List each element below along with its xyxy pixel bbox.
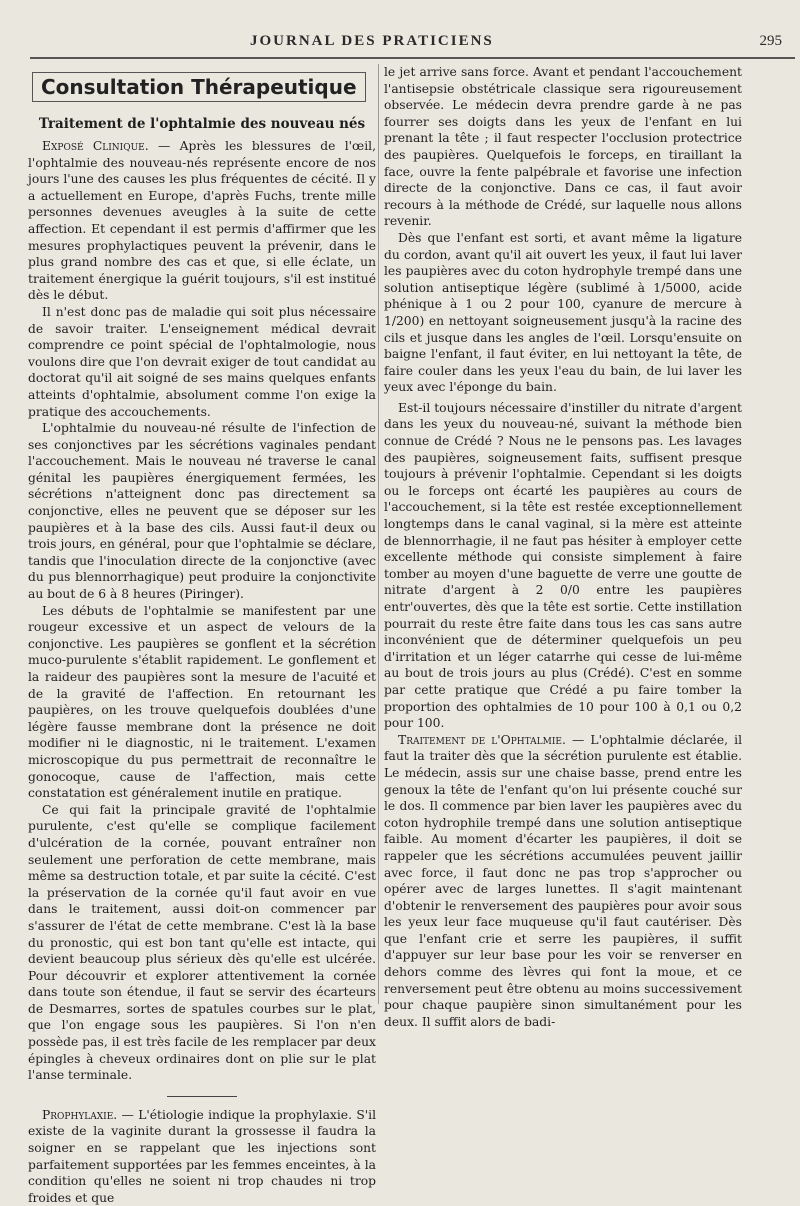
paragraph: Les débuts de l'ophtalmie se manifestent par une rougeur excessive et un aspect de velours de la conjonctive. Les paupières se gonflent et la sécrétion muco-purulente s'établit rapidement. Le gonflement et la raideur des paupières sont la mesure de l'acuité et de la gravité de l'affection. En retournant les paupières, on les trouve quelquefois doublées d'une légère fausse membrane dont la présence ne doit modifier ni le diagnostic, ni le traitement. L'examen microscopique du pus permettrait de reconnaître le gonocoque, cause de l'affection, mais cette constatation est généralement inutile en pratique. [28,603,376,801]
page-number: 295 [759,33,782,49]
paragraph: le jet arrive sans force. Avant et pendant l'accouchement l'antisepsie obstétricale classique sera rigoureusement observée. Le médecin devra prendre garde à ne pas fourrer ses doigts dans les yeux de l'enfant en lui prenant la tête ; il faut respecter l'occlusion protectrice des paupières. Quelquefois le forceps, en tiraillant la face, ouvre la fente palpébrale et favorise une infection directe de la conjonctive. Dans ce cas, il faut avoir recours à la méthode de Crédé, sur laquelle nous allons revenir. [384,65,742,229]
paragraph-treatment [384,732,742,1031]
journal-title: JOURNAL DES PRATICIENS [250,33,494,49]
paragraph-lead: Exposé Clinique. [42,139,149,153]
column-divider [378,64,379,1004]
section-separator [167,1096,237,1097]
section-title: Consultation Thérapeutique [32,72,366,102]
paragraph-lead: Prophylaxie. [42,1107,118,1122]
paragraph-prophylaxis [28,1107,376,1206]
paragraph-clinical-exposition [28,138,376,304]
paragraph: Dès que l'enfant est sorti, et avant même la ligature du cordon, avant qu'il ait ouvert les yeux, il faut lui laver les paupières avec du coton hydrophyle trempé dans une solution antiseptique légère (sublimé à 1/5000, acide phénique à 1 ou 2 pour 100, cyanure de mercure à 1/200) en nettoyant soigneusement jusqu'à la racine des cils et jusque dans les angles de l'œil. Lorsqu'ensuite on baigne l'enfant, il faut éviter, en lui nettoyant la tête, de faire couler dans les yeux l'eau du bain, de lui laver les yeux avec l'éponge du bain. [384,230,742,395]
paragraph: Est-il toujours nécessaire d'instiller du nitrate d'argent dans les yeux du nouveau-né, suivant la méthode bien connue de Crédé ? Nous ne le pensons pas. Les lavages des paupières, soigneusement faits, suffisent presque toujours à prévenir l'ophtalmie. Cependant si les doigts ou le forceps ont écarté les paupières au cours de l'accouchement, si la tête est restée exceptionnellement longtemps dans le canal vaginal, si la mère est atteinte de blennorrhagie, il ne faut pas hésiter à employer cette excellente méthode qui consiste simplement à faire tomber au moyen d'une baguette de verre une goutte de nitrate d'argent à 2 0/0 entre les paupières entr'ouvertes, dès que la tête est sortie. Cette instillation pourrait du reste être faite dans tous les cas sans autre inconvénient que de déterminer quelquefois un peu d'irritation et un léger catarrhe qui cesse de lui-même au bout de trois jours au plus (Crédé). C'est en somme par cette pratique que Crédé a pu faire tomber la proportion des ophtalmies de 10 pour 100 à 0,1 ou 0,2 pour 100. [384,400,742,731]
running-header [0,33,800,51]
paragraph-text: — L'étiologie indique la prophylaxie. S'il existe de la vaginite durant la grossesse il faudra la soigner en se rappelant que les injections sont parfaitement supportées par les femmes enceintes, à la condition qu'elles ne soient ni trop chaudes ni trop froides et que [28,1107,376,1205]
article-title: Traitement de l'ophtalmie des nouveau nés [38,116,366,132]
paragraph-lead: Traitement de l'Ophtalmie. [398,732,566,747]
header-rule [30,57,795,59]
right-column [384,64,742,1030]
paragraph: Il n'est donc pas de maladie qui soit plus nécessaire de savoir traiter. L'enseignement médical devrait comprendre ce point spécial de l'ophtalmologie, nous voulons dire que l'on devrait exiger de tout candidat au doctorat qu'il ait soigné de ses mains quelques enfants atteints d'ophtalmie, absolument comme l'on exige la pratique des accouchements. [28,304,376,419]
paragraph: Ce qui fait la principale gravité de l'ophtalmie purulente, c'est qu'elle se complique facilement d'ulcération de la cornée, pouvant entraîner non seulement une perforation de cette membrane, mais même sa destruction totale, et par suite la cécité. C'est la préservation de la cornée qu'il faut avoir en vue dans le traitement, aussi doit-on commencer par s'assurer de l'état de cette membrane. C'est là la base du pronostic, qui est bon tant qu'elle est intacte, qui devient beaucoup plus sérieux dès qu'elle est ulcérée. Pour découvrir et explorer attentivement la cornée dans toute son étendue, il faut se servir des écarteurs de Desmarres, sortes de spatules courbes sur le plat, que l'on engage sous les paupières. Si l'on n'en possède pas, il est très facile de les remplacer par deux épingles à cheveux ordinaires dont on plie sur le plat l'anse terminale. [28,802,376,1083]
left-column [28,64,376,1206]
paragraph-text: — L'ophtalmie déclarée, il faut la traiter dès que la sécrétion purulente est établie. Le médecin, assis sur une chaise basse, prend entre les genoux la tête de l'enfant qu'on lui présente couché sur le dos. Il commence par bien laver les paupières avec du coton hydrophile trempé dans une solution antiseptique faible. Au moment d'écarter les paupières, il doit se rappeler que les sécrétions accumulées peuvent jaillir avec force, il faut donc ne pas trop s'approcher ou opérer avec de larges lunettes. Il s'agit maintenant d'obtenir le renversement des paupières pour avoir sous les yeux leur face muqueuse qu'il faut cautériser. Dès que l'enfant crie et serre les paupières, il suffit d'appuyer sur leur base pour les voir se renverser en dehors comme des lèvres qui font la moue, et ce renversement peut être obtenu au moins successivement pour chaque paupière sinon simultanément pour les deux. Il suffit alors de badi- [384,732,743,1029]
paragraph-text: — Après les blessures de l'œil, l'ophtalmie des nouveau-nés représente encore de nos jours l'une des causes les plus fréquentes de cécité. Il y a actuellement en Europe, d'après Fuchs, trente mille personnes devenues aveugles à la suite de cette affection. Et cependant il est permis d'affirmer que les mesures prophylactiques peuvent la prévenir, dans le plus grand nombre des cas et que, si elle éclate, un traitement énergique la guérit toujours, s'il est institué dès le début. [28,139,376,303]
paragraph: L'ophtalmie du nouveau-né résulte de l'infection de ses conjonctives par les sécrétions vaginales pendant l'accouchement. Mais le nouveau né traverse le canal génital les paupières énergiquement fermées, les sécrétions n'atteignent donc pas directement sa conjonctive, elles ne peuvent que se déposer sur les paupières et à la base des cils. Aussi faut-il deux ou trois jours, en général, pour que l'ophtalmie se déclare, tandis que l'inoculation directe de la conjonctive (avec du pus blennorrhagique) peut produire la conjonctivite au bout de 6 à 8 heures (Piringer). [28,421,376,602]
